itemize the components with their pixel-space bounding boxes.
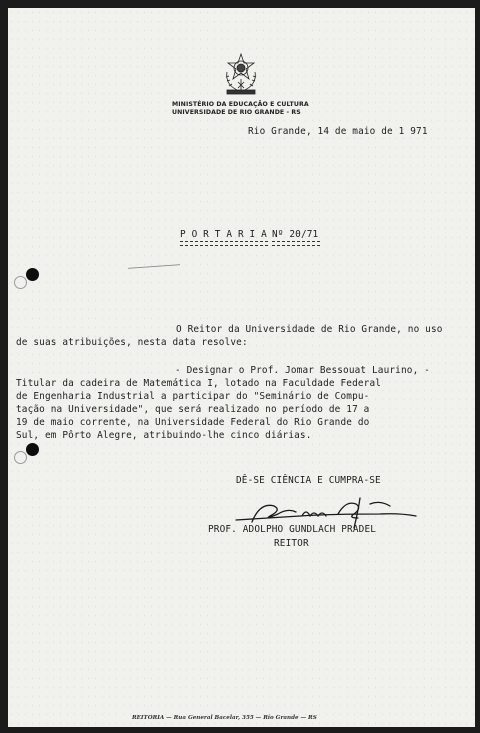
paragraph-line: - Designar o Prof. Jomar Bessouat Laurino, - (175, 365, 430, 376)
brazil-coat-of-arms-emblem (221, 52, 261, 96)
punch-hole-ring (14, 451, 27, 464)
paragraph-line: Sul, em Pôrto Alegre, atribuindo-lhe cinco diárias. (16, 430, 312, 441)
number-underline (272, 241, 320, 246)
letterhead (172, 101, 332, 117)
pencil-mark (128, 264, 180, 269)
punch-hole-ring (14, 276, 27, 289)
signatory-role: REITOR (274, 538, 309, 549)
signatory-name: PROF. ADOLPHO GUNDLACH PRADEL (208, 524, 377, 535)
date-line: Rio Grande, 14 de maio de 1 971 (248, 126, 428, 137)
paragraph-line: de Engenharia Industrial a participar do "Seminário de Compu- (16, 391, 370, 402)
university-name: UNIVERSIDADE DE RIO GRANDE - RS (172, 109, 301, 116)
portaria-underline (180, 241, 268, 246)
document-page (8, 8, 475, 727)
punch-hole (26, 443, 39, 456)
paragraph-line: 19 de maio corrente, na Universidade Federal do Rio Grande do (16, 417, 370, 428)
ministry-name: MINISTÉRIO DA EDUCAÇÃO E CULTURA (172, 101, 309, 108)
intro-line-2: de suas atribuições, nesta data resolve: (16, 337, 248, 348)
portaria-label: P O R T A R I A (180, 229, 267, 240)
footer-address: REITORIA — Rua General Bacelar, 355 — Rio Grande — RS (132, 715, 317, 721)
paragraph-line: tação na Universidade", que será realizado no período de 17 a (16, 404, 370, 415)
portaria-number: Nº 20/71 (272, 229, 319, 240)
paragraph-line: Titular da cadeira de Matemática I, lotado na Faculdade Federal (16, 378, 382, 389)
punch-hole (26, 268, 39, 281)
intro-line-1: O Reitor da Universidade de Rio Grande, no uso (176, 324, 443, 335)
closing-line: DÊ-SE CIÊNCIA E CUMPRA-SE (236, 475, 381, 486)
